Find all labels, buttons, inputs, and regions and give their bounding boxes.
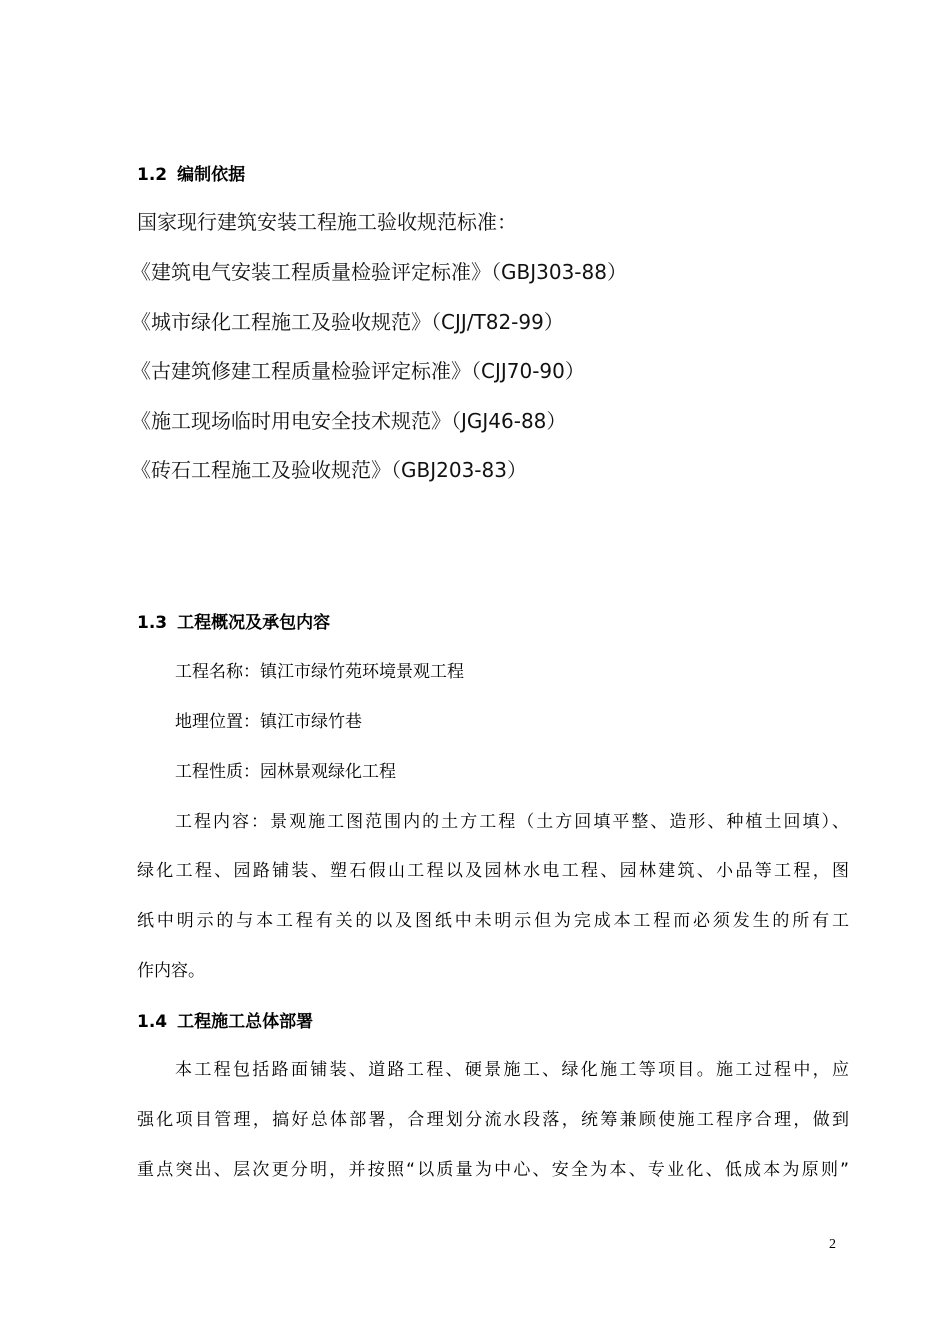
page-number: 2 — [829, 1237, 836, 1252]
basis-intro: 国家现行建筑安装工程施工验收规范标准： — [137, 210, 517, 234]
project-content-line: 工程内容：景观施工图范围内的土方工程（土方回填平整、造形、种植土回填）、 — [175, 812, 849, 832]
section-title: 工程施工总体部署 — [177, 1012, 314, 1032]
section-heading-1-2 — [137, 163, 245, 187]
standard-item: 《施工现场临时用电安全技术规范》（JGJ46-88） — [131, 409, 567, 433]
project-content-line: 作内容。 — [137, 961, 205, 981]
standard-item: 《建筑电气安装工程质量检验评定标准》（GBJ303-88） — [131, 260, 627, 284]
deployment-line: 重点突出、层次更分明，并按照“以质量为中心、安全为本、专业化、低成本为原则” — [137, 1160, 849, 1180]
project-content-line: 纸中明示的与本工程有关的以及图纸中未明示但为完成本工程而必须发生的所有工 — [137, 911, 849, 931]
section-title: 工程概况及承包内容 — [177, 613, 331, 633]
deployment-line: 本工程包括路面铺装、道路工程、硬景施工、绿化施工等项目。施工过程中，应 — [175, 1060, 849, 1080]
section-title: 编制依据 — [177, 165, 246, 185]
section-number: 1.2 — [137, 165, 168, 185]
standard-item: 《古建筑修建工程质量检验评定标准》（CJJ70-90） — [131, 359, 585, 383]
project-location: 地理位置：镇江市绿竹巷 — [175, 712, 362, 732]
project-content-line: 绿化工程、园路铺装、塑石假山工程以及园林水电工程、园林建筑、小品等工程，图 — [137, 861, 849, 881]
standard-item: 《砖石工程施工及验收规范》（GBJ203-83） — [131, 458, 527, 482]
section-heading-1-3 — [137, 611, 330, 635]
section-number: 1.3 — [137, 613, 168, 633]
deployment-line: 强化项目管理，搞好总体部署，合理划分流水段落，统筹兼顾使施工程序合理，做到 — [137, 1110, 849, 1130]
section-heading-1-4 — [137, 1010, 313, 1034]
section-number: 1.4 — [137, 1012, 168, 1032]
standard-item: 《城市绿化工程施工及验收规范》（CJJ/T82-99） — [131, 310, 564, 334]
project-name: 工程名称：镇江市绿竹苑环境景观工程 — [175, 662, 464, 682]
project-nature: 工程性质：园林景观绿化工程 — [175, 762, 396, 782]
